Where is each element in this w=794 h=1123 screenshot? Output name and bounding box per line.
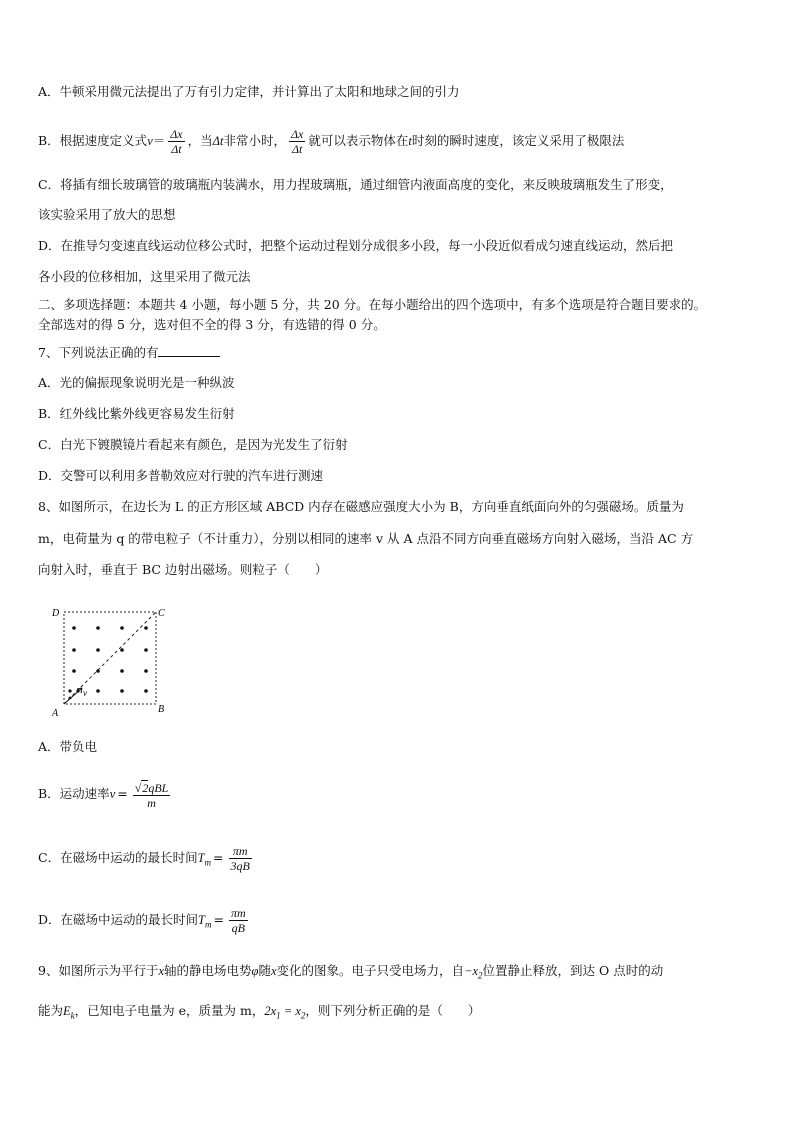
option-c-text: C．在磁场中运动的最长时间 <box>38 850 198 865</box>
question-7-option-a: A．光的偏振现象说明光是一种纵波 <box>38 375 235 390</box>
option-d-text: D．在磁场中运动的最长时间 <box>38 912 199 927</box>
equals-sign: ＝ <box>152 133 166 148</box>
sqrt-argument: 2 <box>142 780 149 795</box>
option-6b-text2: ，当 <box>187 133 213 148</box>
magnetic-field-diagram <box>52 604 182 716</box>
question-7-stem <box>38 344 220 361</box>
question-7-option-d: D．交警可以利用多普勒效应对行驶的汽车进行测速 <box>38 468 324 483</box>
label-c: C <box>158 608 165 619</box>
speed-denominator: m <box>147 795 156 810</box>
x-symbol: x <box>158 964 165 978</box>
question-8-option-c <box>38 840 255 881</box>
speed-numerator-rest: qBL <box>148 780 169 795</box>
ek-symbol <box>63 1004 75 1021</box>
q9-text-h: ，则下列分析正确的是（ ） <box>305 1003 481 1018</box>
time-fraction-c <box>229 844 252 873</box>
fraction-numerator-2: Δx <box>290 127 304 141</box>
question-9-line2 <box>38 1003 480 1024</box>
question-8-line3: 向射入时，垂直于 BC 边射出磁场。则粒子（ ） <box>38 562 328 577</box>
label-b: B <box>158 704 165 715</box>
option-6b <box>38 124 624 158</box>
option-6b-text3: 非常小时， <box>223 133 286 148</box>
relation-formula <box>264 1004 306 1021</box>
time-denominator-c: 3qB <box>230 859 250 873</box>
phi-symbol: φ <box>251 964 259 978</box>
question-8-option-d <box>38 902 251 943</box>
tm-subscript-d: m <box>204 919 212 930</box>
tm-symbol-c <box>197 851 212 868</box>
q9-text-d: 变化的图象。电子只受电场力，自 <box>276 963 465 978</box>
q9-text-f: 能为 <box>38 1003 64 1018</box>
q9-text-g: ，已知电子电量为 e，质量为 m， <box>74 1003 265 1018</box>
option-6b-text1: B．根据速度定义式 <box>38 133 148 148</box>
ek-letter: E <box>63 1004 71 1018</box>
relation-eq: = x <box>280 1004 301 1018</box>
time-denominator-d: qB <box>231 921 245 935</box>
t-symbol: t <box>408 134 412 148</box>
question-9-line1 <box>38 963 663 984</box>
neg-x-letter: −x <box>464 964 479 978</box>
equals-8c: = <box>213 850 224 865</box>
option-6c-line2: 该实验采用了放大的思想 <box>38 207 176 222</box>
option-6b-text4: 就可以表示物体在 <box>308 133 409 148</box>
equals-8b: = <box>117 786 128 801</box>
section-2-heading-line2: 全部选对的得 5 分，选对但不全的得 3 分，有选错的得 0 分。 <box>38 317 386 332</box>
option-6d-line1: D．在推导匀变速直线运动位移公式时，把整个运动过程划分成很多小段，每一小段近似看成匀速直线运动，然后把 <box>38 238 674 253</box>
relation-2x: 2x <box>264 1004 277 1018</box>
question-8-option-a: A．带负电 <box>38 739 98 754</box>
question-8-line1: 8、如图所示，在边长为 L 的正方形区域 ABCD 内存在磁感应强度大小为 B，方向垂直纸面向外的匀强磁场。质量为 <box>38 499 684 514</box>
v-symbol-8b: v <box>109 787 116 801</box>
time-numerator-d: πm <box>230 906 246 920</box>
question-7-option-b: B．红外线比紫外线更容易发生衍射 <box>38 406 235 421</box>
question-7-option-c: C．白光下镀膜镜片看起来有颜色，是因为光发生了衍射 <box>38 437 348 452</box>
neg-x2-symbol <box>464 964 483 981</box>
fraction-denominator: Δt <box>171 142 182 156</box>
q9-text-a: 9、如图所示为平行于 <box>38 963 159 978</box>
time-numerator-c: πm <box>229 844 252 859</box>
option-6c-line1: C．将插有细长玻璃管的玻璃瓶内装满水，用力捏玻璃瓶，通过细管内液面高度的变化，来反映玻璃瓶发生了形变， <box>38 177 673 192</box>
question-7-text: 7、下列说法正确的有 <box>38 345 159 360</box>
velocity-fraction <box>168 127 184 156</box>
section-2-heading-line1: 二、多项选择题：本题共 4 小题，每小题 5 分，共 20 分。在每小题给出的四个选项中，有多个选项是符合题目要求的。 <box>38 297 707 312</box>
answer-blank <box>158 344 220 357</box>
q9-text-c: 随 <box>258 963 271 978</box>
tm-letter-d: T <box>198 913 205 927</box>
x-symbol-2: x <box>270 964 277 978</box>
relation-sub2: 2 <box>300 1010 306 1021</box>
q9-text-b: 轴的静电场电势 <box>164 963 252 978</box>
option-6d-line2: 各小段的位移相加，这里采用了微元法 <box>38 269 251 284</box>
label-a: A <box>52 708 59 716</box>
question-8-option-b <box>38 776 173 812</box>
ek-subscript: k <box>70 1010 75 1021</box>
speed-fraction <box>133 780 171 810</box>
option-b-text: B．运动速率 <box>38 786 110 801</box>
velocity-arrow <box>64 688 82 704</box>
v-symbol: v <box>147 134 153 148</box>
label-d: D <box>52 608 60 619</box>
time-fraction-d <box>229 906 248 935</box>
x2-subscript: 2 <box>478 970 483 981</box>
option-6b-text5: 时刻的瞬时速度，该定义采用了极限法 <box>411 133 625 148</box>
relation-sub1: 1 <box>276 1010 281 1021</box>
option-6a: A．牛顿采用微元法提出了万有引力定律，并计算出了太阳和地球之间的引力 <box>38 84 460 99</box>
delta-t-symbol: Δt <box>212 134 224 148</box>
fraction-numerator: Δx <box>170 127 183 141</box>
q9-text-e: 位置静止释放，到达 O 点时的动 <box>482 963 664 978</box>
question-8-line2: m，电荷量为 q 的带电粒子（不计重力），分别以相同的速率 v 从 A 点沿不同方向垂直磁场方向射入磁场，当沿 AC 方 <box>38 531 694 546</box>
tm-symbol-d <box>198 913 212 930</box>
speed-numerator: √2qBL <box>134 780 169 795</box>
tm-letter-c: T <box>197 851 205 865</box>
label-v: v <box>83 688 87 698</box>
velocity-fraction-2 <box>289 127 305 156</box>
tm-subscript-c: m <box>204 857 212 868</box>
fraction-denominator-2: Δt <box>291 142 303 156</box>
equals-8d: = <box>213 912 224 927</box>
